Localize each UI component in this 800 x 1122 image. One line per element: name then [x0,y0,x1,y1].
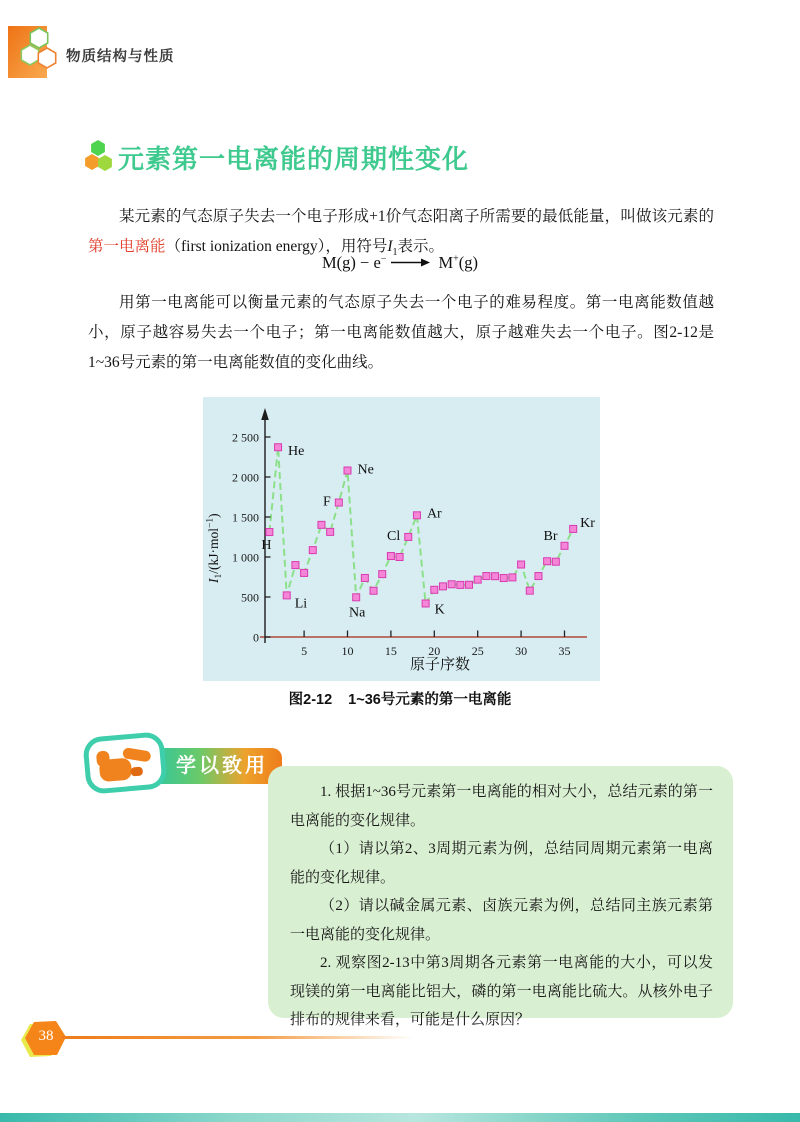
figure-caption-text: 1~36号元素的第一电离能 [348,692,512,708]
svg-text:15: 15 [384,644,397,658]
svg-text:0: 0 [253,630,259,645]
svg-text:Kr: Kr [580,515,595,531]
activity-banner: 学以致用 [150,748,282,784]
intro-text-1: 某元素的气态原子失去一个电子形成+1价气态阳离子所需要的最低能量，叫做该元素的 [119,208,714,225]
svg-text:25: 25 [471,644,484,658]
svg-text:2 000: 2 000 [232,470,259,485]
page-number-badge [16,1018,78,1065]
svg-text:He: He [288,444,305,460]
reaction-arrow-icon [391,258,431,267]
equation-rhs-sup: + [453,253,459,265]
svg-text:Ar: Ar [426,506,442,522]
svg-text:1 000: 1 000 [232,550,259,565]
equation-rhs-tail: (g) [458,253,478,272]
ionization-equation [0,253,800,273]
page-number: 38 [38,1028,54,1044]
svg-text:20: 20 [428,644,441,658]
intro-text-3: 表示。 [397,238,445,255]
symbol-I1: $I_1$ [387,238,398,259]
icon-hex-yellowgreen [98,155,112,171]
svg-text:Cl: Cl [387,528,401,544]
activity-question-box [268,766,733,1028]
figure-caption-label: 图2-12 [288,692,333,708]
body-paragraph-2: 用第一电离能可以衡量元素的气态原子失去一个电子的难易程度。第一电离能数值越小，原子越容易失去一个电子；第一电离能数值越大，原子越难失去一个电子。图2-12是1~36号元素的第一电离能数值的变化曲线。 [88,294,714,371]
svg-text:Na: Na [349,605,366,621]
hexagon-green [30,28,47,48]
equation-rhs: M [438,253,454,272]
hexagon-orange [38,48,55,68]
equation-lhs: M(g) − e [322,253,381,272]
intro-text-2: （first ionization energy），用符号 [165,238,388,255]
svg-text:Ne: Ne [357,462,374,478]
svg-text:H: H [261,538,272,554]
figure-caption [0,688,800,709]
question-1-1: （1）请以第2、3周期元素为例，总结同周期元素第一电离能的变化规律。 [290,841,713,886]
svg-text:500: 500 [241,590,259,605]
svg-text:Br: Br [543,528,558,544]
svg-text:10: 10 [341,644,354,658]
icon-hex-green [91,140,105,156]
svg-text:30: 30 [515,644,528,658]
hexagon-green-2 [21,45,38,65]
svg-text:2 500: 2 500 [232,430,259,445]
svg-text:5: 5 [301,644,308,658]
svg-text:35: 35 [558,644,571,658]
question-1-2: （2）请以碱金属元素、卤族元素为例，总结同主族元素第一电离能的变化规律。 [290,898,713,943]
bottom-edge-band [0,1113,800,1122]
hexagon-logo [8,24,70,82]
svg-text:F: F [323,494,331,510]
svg-text:I1/(kJ·mol−1): $I_1/(kJ\cdot mol^{-1})$ [205,513,224,583]
book-title: 物质结构与性质 [66,49,175,65]
section-hexagon-icon [84,139,114,173]
ionization-energy-chart [203,397,600,681]
svg-text:原子序数: 原子序数 [409,657,471,673]
pointing-hand-icon [82,731,169,796]
section-title: 元素第一电离能的周期性变化 [118,144,470,174]
question-1: 1. 根据1~36号元素第一电离能的相对大小，总结元素的第一电离能的变化规律。 [290,784,713,829]
svg-text:Li: Li [294,596,308,612]
svg-text:1 500: 1 500 [232,510,259,525]
footer-rule [62,1036,414,1039]
figure-2-12 [203,397,600,681]
question-2: 2. 观察图2-13中第3周期各元素第一电离能的大小，可以发现镁的第一电离能比铝大，磷的第一电离能比硫大。从核外电子排布的规律来看，可能是什么原因？ [290,955,713,1028]
equation-lhs-sup: − [380,253,387,265]
term-first-ionization-energy: 第一电离能 [88,238,166,255]
svg-text:K: K [434,602,445,618]
icon-hex-orange [85,154,99,170]
